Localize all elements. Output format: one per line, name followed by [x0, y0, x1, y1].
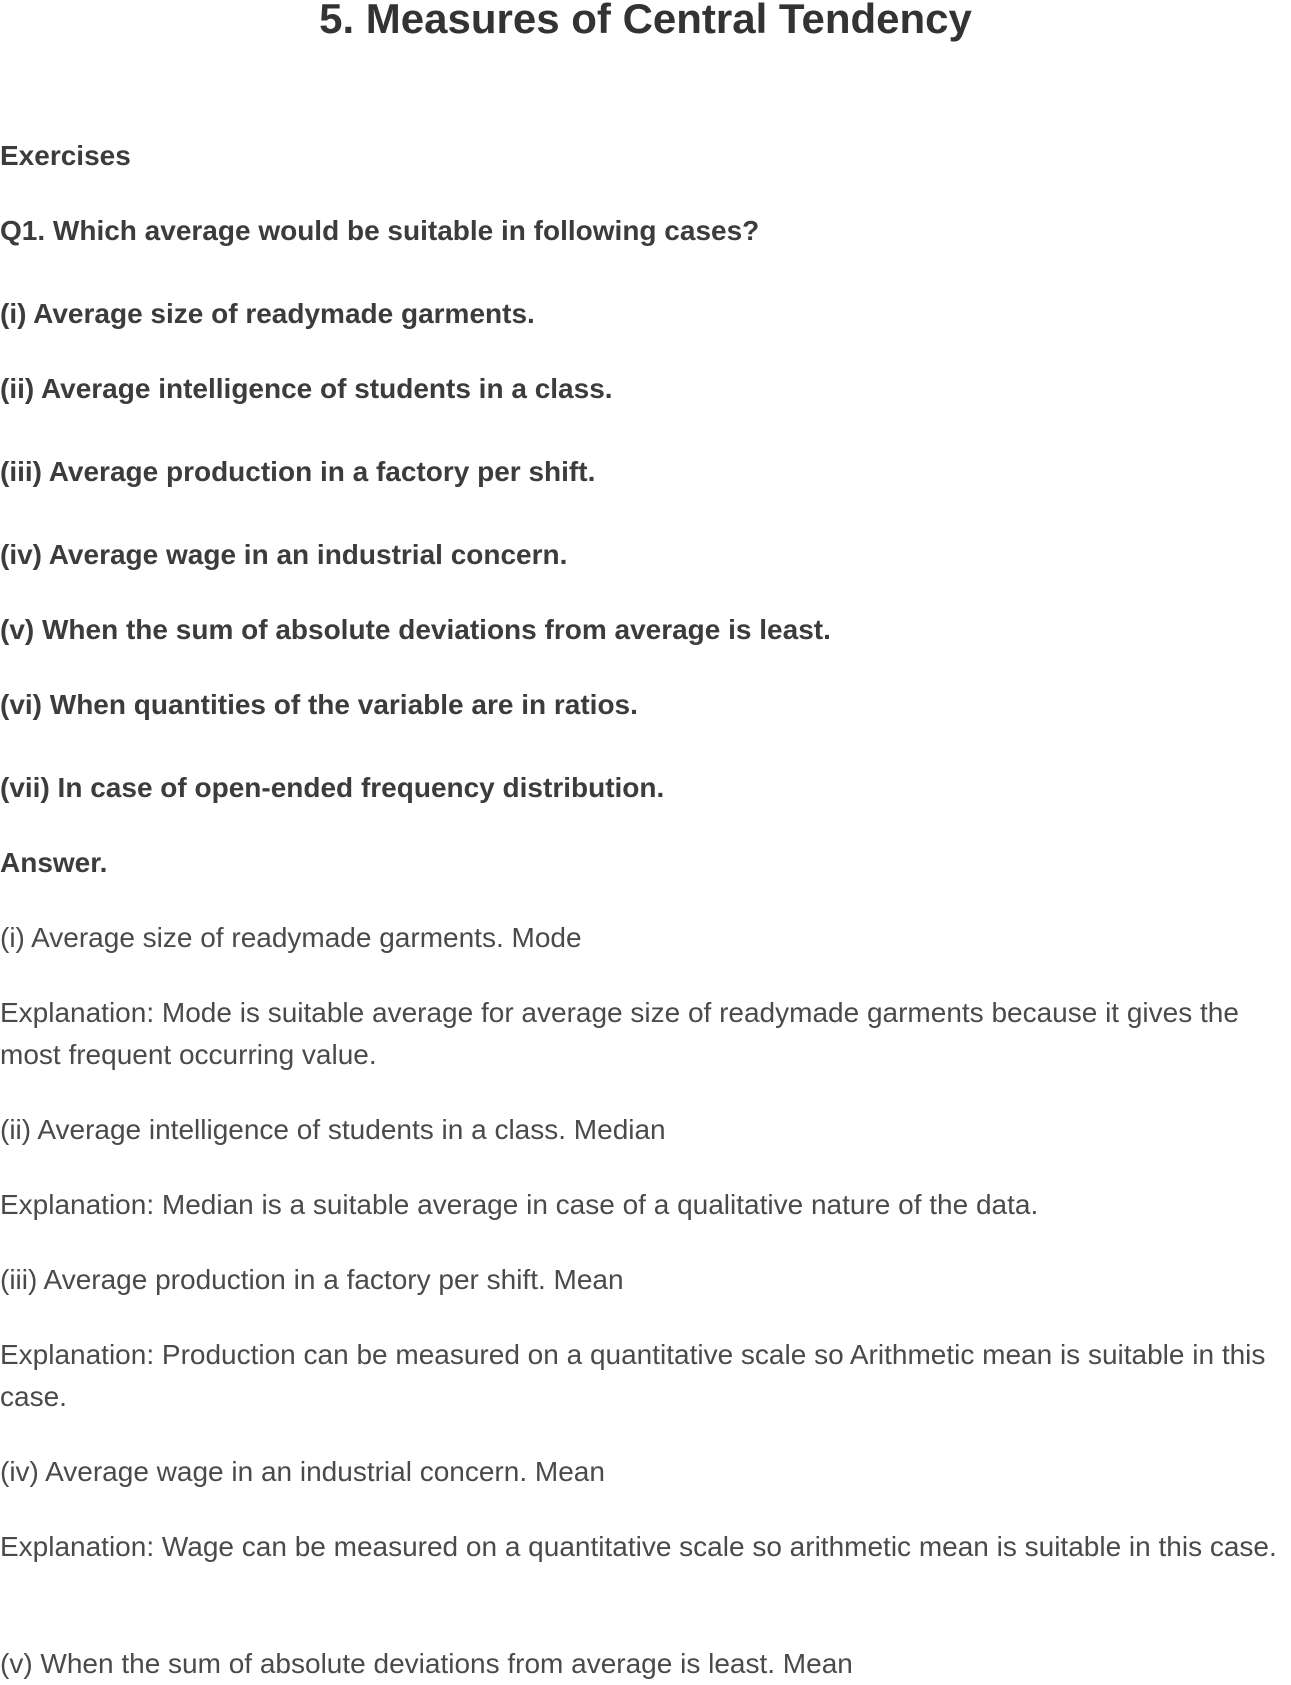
answer-explanation-1: Explanation: Mode is suitable average for average size of readymade garments because it gives the most frequent occurring value.: [0, 997, 1239, 1070]
question-item-2: (ii) Average intelligence of students in a class.: [0, 373, 613, 404]
question-item-7: (vii) In case of open-ended frequency distribution.: [0, 772, 665, 803]
question-item-4: (iv) Average wage in an industrial concern.: [0, 539, 568, 570]
question-item-1: (i) Average size of readymade garments.: [0, 298, 535, 329]
answer-entry-5: (v) When the sum of absolute deviations from average is least. Mean: [0, 1648, 853, 1679]
answer-entry-2: (ii) Average intelligence of students in a class. Median: [0, 1114, 666, 1145]
answer-explanation-2: Explanation: Median is a suitable average in case of a qualitative nature of the data.: [0, 1189, 1039, 1220]
question-item-6: (vi) When quantities of the variable are in ratios.: [0, 689, 638, 720]
answer-entry-4: (iv) Average wage in an industrial concern. Mean: [0, 1456, 605, 1487]
answer-explanation-4: Explanation: Wage can be measured on a quantitative scale so arithmetic mean is suitable in this case.: [0, 1531, 1277, 1562]
page-title: 5. Measures of Central Tendency: [319, 0, 972, 42]
answer-label: Answer.: [0, 847, 108, 878]
section-label: Exercises: [0, 140, 131, 171]
answer-explanation-3: Explanation: Production can be measured on a quantitative scale so Arithmetic mean is suitable in this case.: [0, 1339, 1266, 1412]
question-item-3: (iii) Average production in a factory per shift.: [0, 456, 596, 487]
question-item-5: (v) When the sum of absolute deviations from average is least.: [0, 614, 831, 645]
answer-entry-3: (iii) Average production in a factory per shift. Mean: [0, 1264, 624, 1295]
question-text: Q1. Which average would be suitable in following cases?: [0, 215, 760, 246]
answer-entry-1: (i) Average size of readymade garments. Mode: [0, 922, 582, 953]
